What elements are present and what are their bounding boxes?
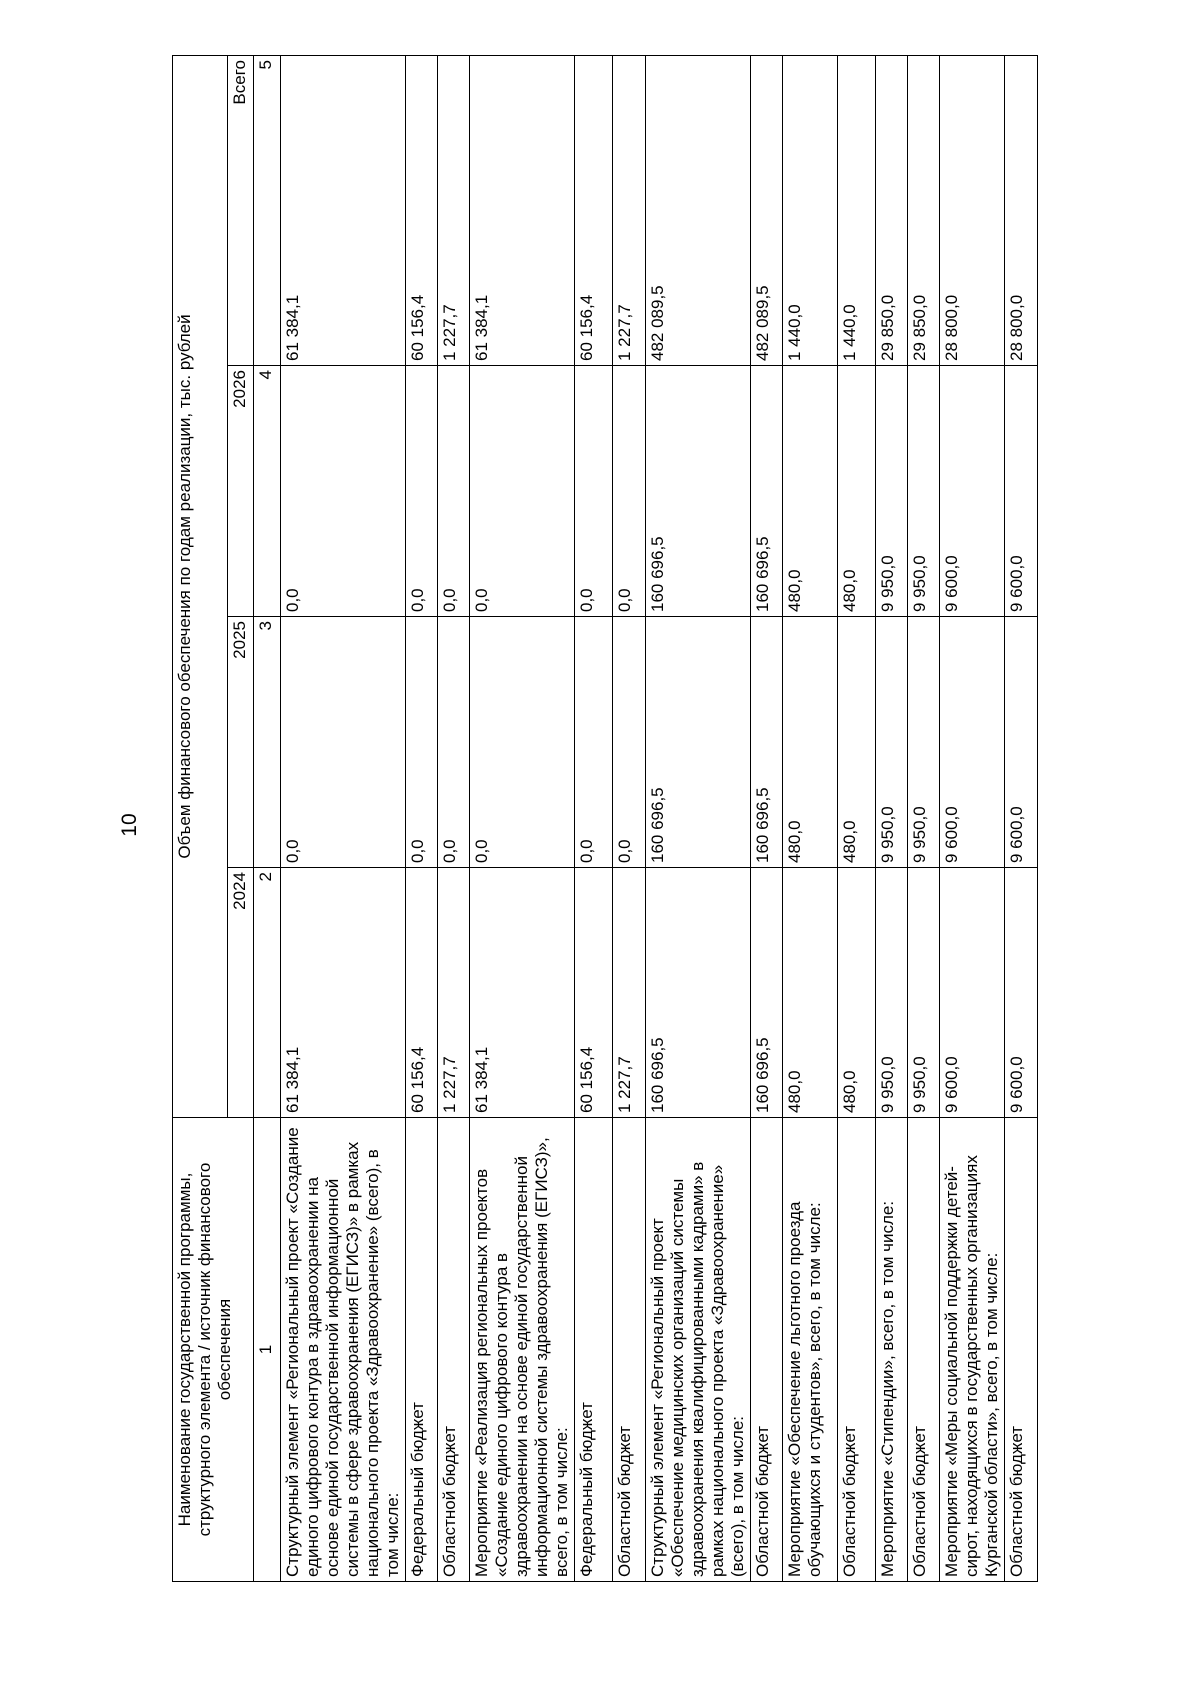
- row-name: Областной бюджет: [438, 1118, 470, 1582]
- cell-2024: 9 600,0: [940, 868, 1005, 1118]
- cell-2024: 480,0: [783, 868, 838, 1118]
- cell-total: 1 440,0: [783, 56, 838, 366]
- row-name: Структурный элемент «Региональный проект «Создание единого цифрового контура в здравоохранении на основе единой государственной информационной системы в сфере здравоохранения (ЕГИСЗ)» в рамках национального проекта «Здравоохранение» (всего), в том числе:: [281, 1118, 406, 1582]
- financing-table: [172, 55, 1038, 1582]
- row-name: Мероприятие «Стипендии», всего, в том числе:: [876, 1118, 908, 1582]
- row-name: Областной бюджет: [838, 1118, 876, 1582]
- cell-2025: 160 696,5: [751, 617, 783, 868]
- table-row: [438, 56, 470, 1582]
- cell-2024: 9 950,0: [908, 868, 940, 1118]
- cell-2026: 0,0: [575, 366, 613, 617]
- header-total: Всего: [228, 56, 254, 366]
- header-num-2: 2: [254, 868, 281, 1118]
- cell-2024: 9 950,0: [876, 868, 908, 1118]
- cell-total: 28 800,0: [1005, 56, 1038, 366]
- cell-2026: 160 696,5: [646, 366, 751, 617]
- cell-2026: 0,0: [613, 366, 646, 617]
- cell-2025: 0,0: [438, 617, 470, 868]
- cell-2025: 0,0: [613, 617, 646, 868]
- table-row: [470, 56, 575, 1582]
- cell-2025: 160 696,5: [646, 617, 751, 868]
- table-row: [751, 56, 783, 1582]
- cell-2024: 61 384,1: [281, 868, 406, 1118]
- cell-2026: 0,0: [438, 366, 470, 617]
- table-row: [908, 56, 940, 1582]
- cell-2024: 9 600,0: [1005, 868, 1038, 1118]
- cell-2026: 0,0: [281, 366, 406, 617]
- cell-2026: 0,0: [406, 366, 438, 617]
- table-row: [575, 56, 613, 1582]
- cell-2025: 9 950,0: [876, 617, 908, 868]
- cell-2026: 0,0: [470, 366, 575, 617]
- row-name: Структурный элемент «Региональный проект «Обеспечение медицинских организаций системы здравоохранения квалифицированными кадрами» в рамках национального проекта «Здравоохранение» (всего), в том числе:: [646, 1118, 751, 1582]
- table-row: [406, 56, 438, 1582]
- cell-2025: 9 600,0: [940, 617, 1005, 868]
- row-name: Областной бюджет: [751, 1118, 783, 1582]
- cell-2024: 160 696,5: [751, 868, 783, 1118]
- cell-total: 61 384,1: [281, 56, 406, 366]
- cell-total: 61 384,1: [470, 56, 575, 366]
- cell-total: 1 440,0: [838, 56, 876, 366]
- header-name: Наименование государственной программы, структурного элемента / источник финансового обеспечения: [173, 1118, 254, 1582]
- cell-2026: 480,0: [783, 366, 838, 617]
- cell-2026: 9 950,0: [908, 366, 940, 617]
- cell-2024: 480,0: [838, 868, 876, 1118]
- table-row: [783, 56, 838, 1582]
- cell-2026: 9 600,0: [940, 366, 1005, 617]
- cell-total: 60 156,4: [406, 56, 438, 366]
- row-name: Областной бюджет: [908, 1118, 940, 1582]
- table-row: [876, 56, 908, 1582]
- cell-total: 29 850,0: [876, 56, 908, 366]
- cell-2025: 9 600,0: [1005, 617, 1038, 868]
- table-row: [838, 56, 876, 1582]
- row-name: Мероприятие «Обеспечение льготного проезда обучающихся и студентов», всего, в том числе:: [783, 1118, 838, 1582]
- header-year-2026: 2026: [228, 366, 254, 617]
- cell-total: 482 089,5: [646, 56, 751, 366]
- cell-2024: 60 156,4: [575, 868, 613, 1118]
- header-amount-group: Объем финансового обеспечения по годам реализации, тыс. рублей: [173, 56, 228, 1118]
- cell-2026: 9 950,0: [876, 366, 908, 617]
- header-num-1: 1: [254, 1118, 281, 1582]
- page-number: 10: [118, 813, 141, 837]
- cell-2026: 480,0: [838, 366, 876, 617]
- row-name: Федеральный бюджет: [575, 1118, 613, 1582]
- cell-2025: 0,0: [470, 617, 575, 868]
- cell-2024: 160 696,5: [646, 868, 751, 1118]
- cell-2024: 61 384,1: [470, 868, 575, 1118]
- cell-total: 60 156,4: [575, 56, 613, 366]
- cell-total: 1 227,7: [613, 56, 646, 366]
- header-num-5: 5: [254, 56, 281, 366]
- cell-total: 482 089,5: [751, 56, 783, 366]
- cell-2024: 60 156,4: [406, 868, 438, 1118]
- row-name: Областной бюджет: [613, 1118, 646, 1582]
- cell-2025: 480,0: [783, 617, 838, 868]
- row-name: Федеральный бюджет: [406, 1118, 438, 1582]
- table-row: [281, 56, 406, 1582]
- header-year-2025: 2025: [228, 617, 254, 868]
- table-row: [1005, 56, 1038, 1582]
- rotated-page: [172, 56, 1081, 1582]
- cell-2025: 480,0: [838, 617, 876, 868]
- row-name: Мероприятие «Меры социальной поддержки детей-сирот, находящихся в государственных организациях Курганской области», всего, в том числе:: [940, 1118, 1005, 1582]
- cell-2025: 0,0: [575, 617, 613, 868]
- cell-2026: 9 600,0: [1005, 366, 1038, 617]
- cell-2026: 160 696,5: [751, 366, 783, 617]
- row-name: Областной бюджет: [1005, 1118, 1038, 1582]
- header-year-2024: 2024: [228, 868, 254, 1118]
- cell-total: 28 800,0: [940, 56, 1005, 366]
- table-row: [646, 56, 751, 1582]
- header-num-4: 4: [254, 366, 281, 617]
- row-name: Мероприятие «Реализация региональных проектов «Создание единого цифрового контура в здравоохранении на основе единой государственной информационной системы здравоохранения (ЕГИСЗ)», всего, в том числе:: [470, 1118, 575, 1582]
- table-row: [613, 56, 646, 1582]
- cell-2024: 1 227,7: [438, 868, 470, 1118]
- cell-2025: 9 950,0: [908, 617, 940, 868]
- cell-2025: 0,0: [281, 617, 406, 868]
- cell-2025: 0,0: [406, 617, 438, 868]
- cell-total: 29 850,0: [908, 56, 940, 366]
- header-num-3: 3: [254, 617, 281, 868]
- table-row: [940, 56, 1005, 1582]
- cell-2024: 1 227,7: [613, 868, 646, 1118]
- cell-total: 1 227,7: [438, 56, 470, 366]
